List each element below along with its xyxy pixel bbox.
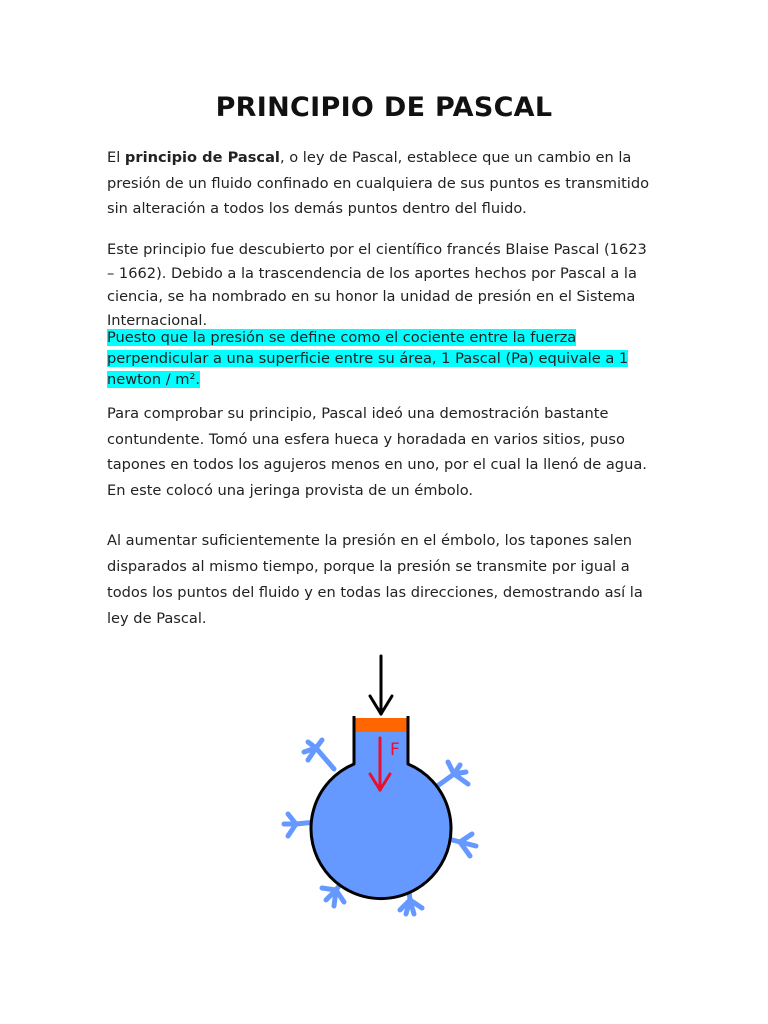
paragraph-history: Este principio fue descubierto por el científico francés Blaise Pascal (1623 – 1662). Debido a la trascendencia de los aportes hechos por Pascal a la ciencia, se ha nombrado en su honor la unidad de presión en el Sistema Internacional. xyxy=(107,241,647,329)
pascal-sphere-illustration xyxy=(276,652,486,920)
paragraph-definition xyxy=(107,327,652,390)
intro-term-bold: principio de Pascal xyxy=(124,149,280,166)
page-title: PRINCIPIO DE PASCAL xyxy=(215,92,553,123)
highlighted-definition-text: Puesto que la presión se define como el cociente entre la fuerza perpendicular a una superficie entre su área, 1 Pascal (Pa) equivale a 1 newton / m². xyxy=(107,329,629,388)
water-jet-upper-left xyxy=(304,740,334,769)
external-force-arrow xyxy=(370,656,392,714)
piston-plunger xyxy=(354,718,408,732)
force-label: F xyxy=(390,740,400,760)
water-jet-upper-right xyxy=(436,762,468,787)
intro-lead-text: El xyxy=(107,149,125,166)
pascal-sphere-svg xyxy=(276,652,486,920)
paragraph-demonstration: Para comprobar su principio, Pascal ideó una demostración bastante contundente. Tomó una esfera hueca y horadada en varios sitios, puso tapones en todos los agujeros menos en uno, por el cual la llenó de agua. En este colocó una jeringa provista de un émbolo. xyxy=(107,405,647,499)
intro-rest-text: , o ley de Pascal, establece que un cambio en la presión de un fluido confinado en cualquiera de sus puntos es transmitido sin alteración a todos los demás puntos dentro del fluido. xyxy=(107,149,650,217)
paragraph-intro xyxy=(107,145,652,222)
paragraph-conclusion: Al aumentar suficientemente la presión en el émbolo, los tapones salen disparados al mismo tiempo, porque la presión se transmite por igual a todos los puntos del fluido y en todas las direcciones, demostrando así la ley de Pascal. xyxy=(107,532,643,627)
